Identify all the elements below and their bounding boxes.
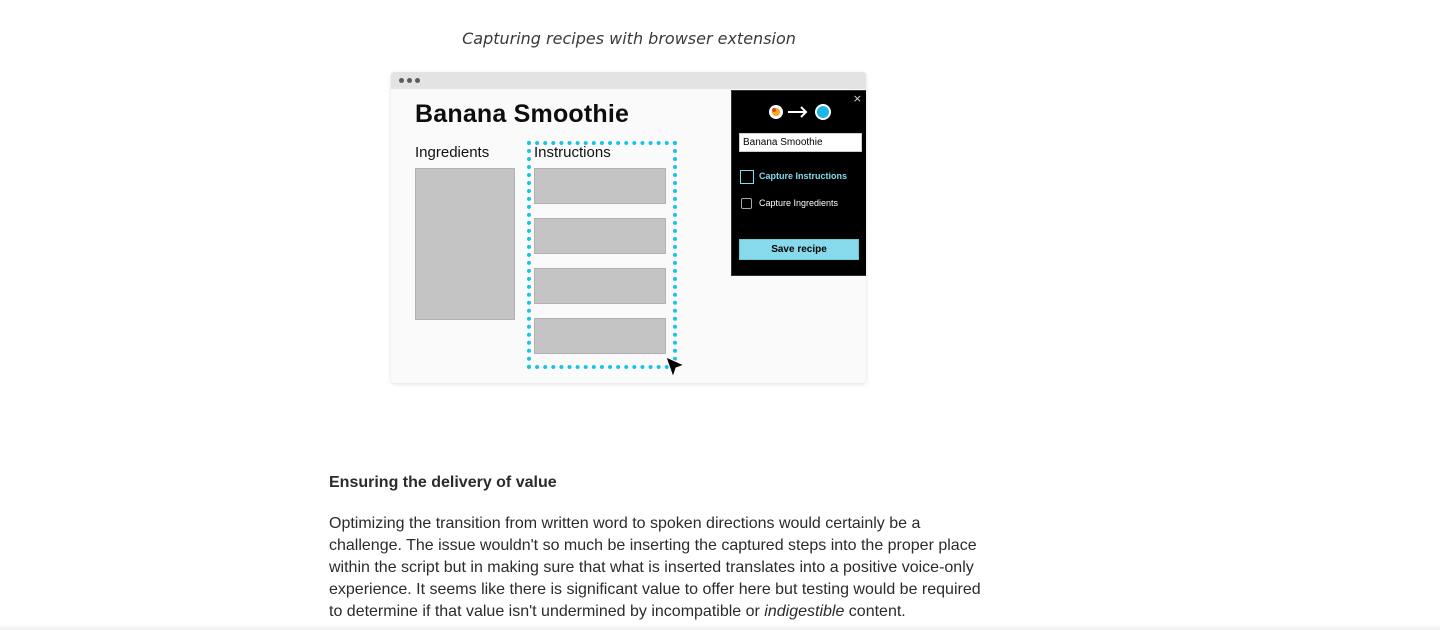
section-heading: Ensuring the delivery of value [329,474,557,491]
bottom-edge-shadow [0,624,1440,630]
window-dot-icon [407,78,412,83]
extension-popup [731,90,866,276]
save-recipe-button[interactable]: Save recipe [739,239,859,260]
recipe-to-voice-logo-icon [768,102,832,122]
capture-instructions-checkbox[interactable] [740,170,754,184]
ingredients-label: Ingredients [415,144,490,161]
browser-title-bar [391,72,866,89]
instructions-selection-outline [527,141,677,369]
recipe-name-field[interactable]: Banana Smoothie [739,133,862,152]
paragraph-text: content. [844,603,906,620]
window-dot-icon [415,78,420,83]
paragraph-text: to determine if that value isn't undermined by incompatible or [329,603,765,620]
emphasized-word: indigestible [764,603,845,620]
paragraph-line: Optimizing the transition from written word to spoken directions would certainly be a [329,515,921,532]
capture-instructions-label[interactable]: Capture Instructions [759,171,848,181]
capture-ingredients-label[interactable]: Capture Ingredients [759,198,839,208]
instructions-label: Instructions [534,144,611,161]
paragraph-line [329,601,1029,623]
mouse-cursor-icon [664,355,688,381]
figure-caption: Capturing recipes with browser extension [462,29,796,48]
body-paragraph [329,513,1029,623]
browser-mockup [391,72,866,383]
window-dot-icon [399,78,404,83]
close-icon[interactable]: × [852,92,862,105]
paragraph-line: challenge. The issue wouldn't so much be inserting the captured steps into the proper place [329,537,977,554]
mock-recipe-title: Banana Smoothie [415,100,630,128]
paragraph-line: experience. It seems like there is significant value to offer here but testing would be required [329,581,981,598]
ingredients-placeholder [415,168,515,320]
paragraph-line: within the script but in making sure that what is inserted translates into a positive voice-only [329,559,974,576]
capture-ingredients-checkbox[interactable] [741,198,752,209]
